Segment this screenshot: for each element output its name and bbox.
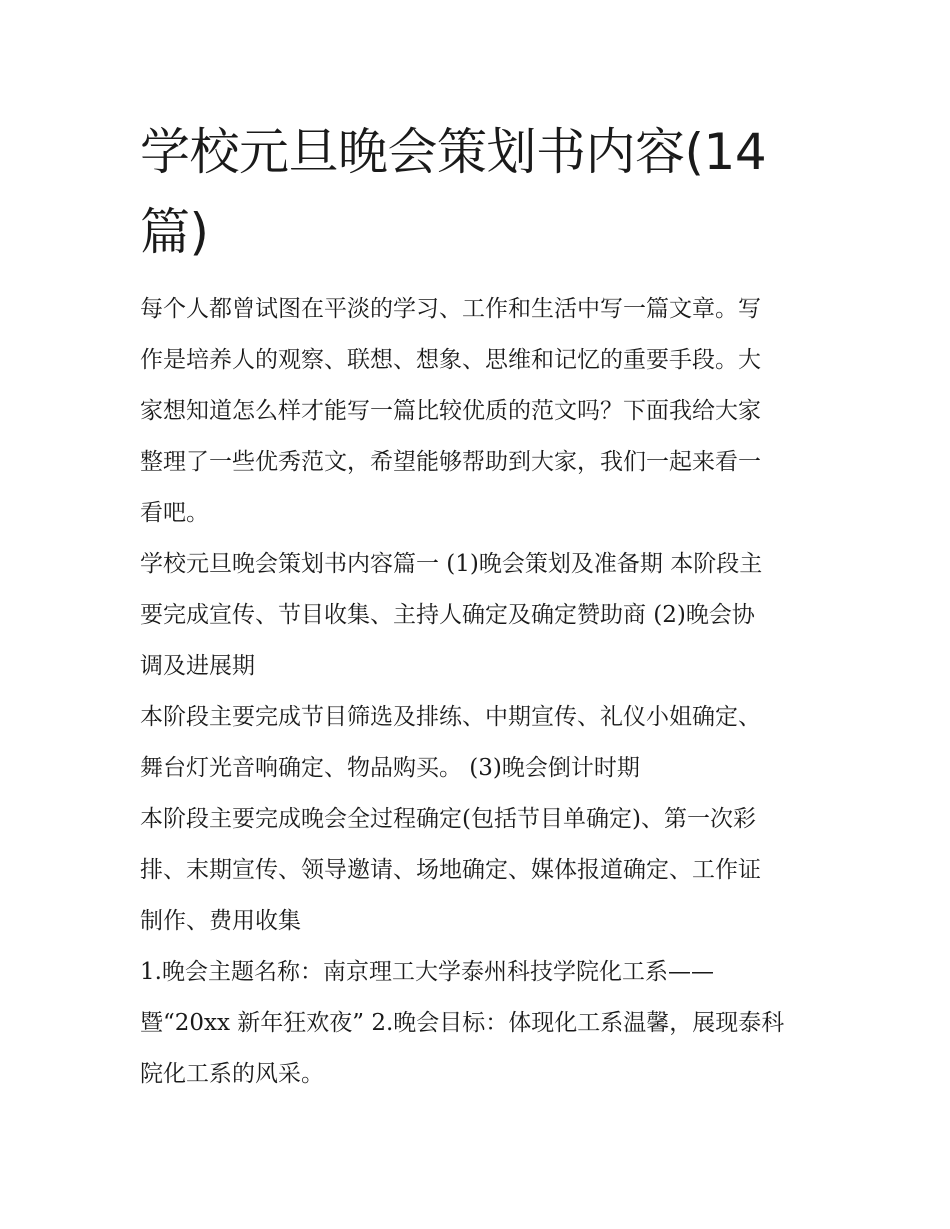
text-line: 学校元旦晚会策划书内容篇一 (1)晚会策划及准备期 本阶段主: [140, 551, 763, 577]
text-line: 本阶段主要完成节目筛选及排练、中期宣传、礼仪小姐确定、: [140, 704, 761, 730]
title-line-1: 学校元旦晚会策划书内容(14: [140, 123, 767, 181]
text-line: 本阶段主要完成晚会全过程确定(包括节目单确定)、第一次彩: [140, 806, 756, 832]
text-line: 每个人都曾试图在平淡的学习、工作和生活中写一篇文章。写: [140, 296, 761, 322]
text-line: 整理了一些优秀范文，希望能够帮助到大家，我们一起来看一: [140, 449, 761, 475]
text-line: 调及进展期: [140, 653, 255, 679]
title-line-2: 篇): [140, 203, 209, 261]
text-line: 1.晚会主题名称：南京理工大学泰州科技学院化工系——: [140, 959, 714, 985]
document-title: [140, 112, 780, 272]
text-line: 暨“20xx 新年狂欢夜” 2.晚会目标：体现化工系温馨，展现泰科: [140, 1010, 785, 1036]
text-line: 舞台灯光音响确定、物品购买。 (3)晚会倒计时期: [140, 755, 640, 781]
text-line: 作是培养人的观察、联想、想象、思维和记忆的重要手段。大: [140, 347, 761, 373]
text-line: 制作、费用收集: [140, 908, 301, 934]
text-line: 看吧。: [140, 500, 209, 526]
text-line: 要完成宣传、节目收集、主持人确定及确定赞助商 (2)晚会协: [140, 602, 755, 628]
text-line: 院化工系的风采。: [140, 1061, 324, 1087]
text-line: 排、末期宣传、领导邀请、场地确定、媒体报道确定、工作证: [140, 857, 761, 883]
text-line: 家想知道怎么样才能写一篇比较优质的范文吗？下面我给大家: [140, 398, 761, 424]
document-page: [140, 112, 820, 1100]
document-body: [140, 284, 820, 1100]
